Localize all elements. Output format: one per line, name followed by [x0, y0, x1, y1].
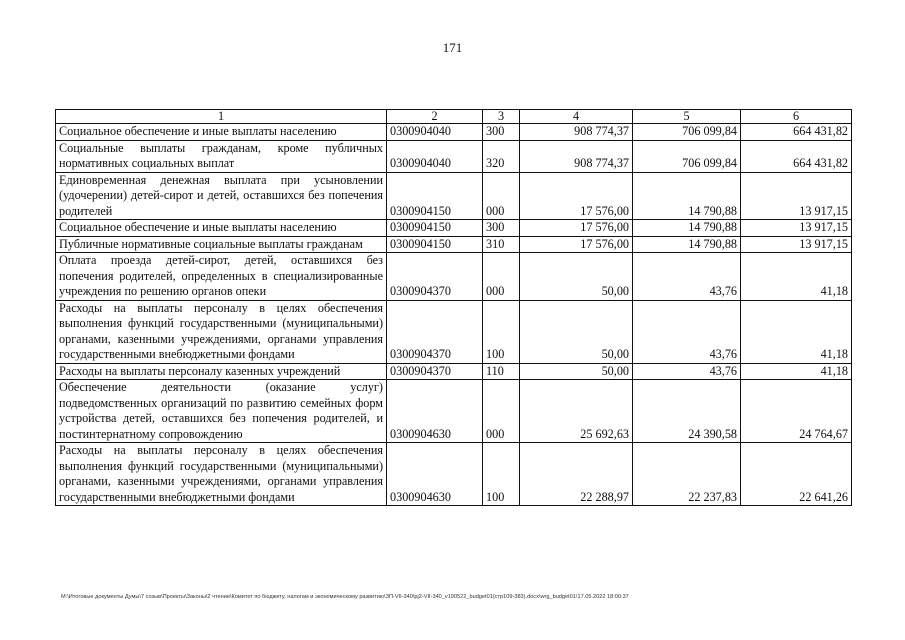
- row-target-code: 0300904040: [387, 140, 483, 172]
- row-target-code: 0300904370: [387, 300, 483, 363]
- table-row: [56, 300, 852, 363]
- row-value-2: 14 790,88: [633, 220, 741, 237]
- row-value-3: 664 431,82: [741, 124, 852, 141]
- row-value-2: 43,76: [633, 363, 741, 380]
- header-col-2: 2: [387, 110, 483, 124]
- table-row: [56, 140, 852, 172]
- row-value-3: 13 917,15: [741, 172, 852, 220]
- row-value-1: 50,00: [520, 253, 633, 301]
- header-col-4: 4: [520, 110, 633, 124]
- row-value-2: 43,76: [633, 300, 741, 363]
- row-value-2: 706 099,84: [633, 124, 741, 141]
- header-col-6: 6: [741, 110, 852, 124]
- row-value-1: 50,00: [520, 300, 633, 363]
- budget-table: [55, 109, 852, 506]
- row-description: Расходы на выплаты персоналу в целях обеспечения выполнения функций государственными (муниципальными) органами, казенными учреждениями, органами управления государственными внебюджетными фондами: [56, 300, 387, 363]
- row-value-3: 664 431,82: [741, 140, 852, 172]
- row-expense-type: 110: [483, 363, 520, 380]
- row-value-3: 13 917,15: [741, 236, 852, 253]
- row-target-code: 0300904370: [387, 363, 483, 380]
- page-number: 171: [442, 40, 463, 55]
- row-expense-type: 320: [483, 140, 520, 172]
- table-row: [56, 236, 852, 253]
- row-description: Расходы на выплаты персоналу казенных учреждений: [56, 363, 387, 380]
- table-body: [56, 110, 852, 506]
- table-row: [56, 380, 852, 443]
- table-row: [56, 443, 852, 506]
- row-value-1: 908 774,37: [520, 124, 633, 141]
- row-expense-type: 100: [483, 300, 520, 363]
- row-value-1: 17 576,00: [520, 172, 633, 220]
- row-value-2: 22 237,83: [633, 443, 741, 506]
- header-col-5: 5: [633, 110, 741, 124]
- row-description: Обеспечение деятельности (оказание услуг) подведомственных организаций по развитию семейных форм устройства детей, оставшихся без попечения родителей, и постинтернатному сопровождению: [56, 380, 387, 443]
- row-value-1: 50,00: [520, 363, 633, 380]
- row-expense-type: 300: [483, 124, 520, 141]
- row-value-1: 17 576,00: [520, 220, 633, 237]
- row-value-3: 24 764,67: [741, 380, 852, 443]
- row-value-2: 43,76: [633, 253, 741, 301]
- row-target-code: 0300904150: [387, 220, 483, 237]
- row-expense-type: 100: [483, 443, 520, 506]
- table-row: [56, 220, 852, 237]
- row-description: Социальное обеспечение и иные выплаты населению: [56, 220, 387, 237]
- row-target-code: 0300904150: [387, 172, 483, 220]
- table-row: [56, 363, 852, 380]
- row-description: Расходы на выплаты персоналу в целях обеспечения выполнения функций государственными (муниципальными) органами, казенными учреждениями, органами управления государственными внебюджетными фондами: [56, 443, 387, 506]
- table-row: [56, 124, 852, 141]
- row-expense-type: 310: [483, 236, 520, 253]
- row-value-3: 41,18: [741, 363, 852, 380]
- row-value-3: 13 917,15: [741, 220, 852, 237]
- row-value-1: 25 692,63: [520, 380, 633, 443]
- row-value-3: 41,18: [741, 253, 852, 301]
- row-description: Оплата проезда детей-сирот, детей, оставшихся без попечения родителей, определенных в специализированные учреждения по решению органов опеки: [56, 253, 387, 301]
- row-expense-type: 000: [483, 172, 520, 220]
- row-expense-type: 000: [483, 253, 520, 301]
- table-row: [56, 253, 852, 301]
- row-value-1: 908 774,37: [520, 140, 633, 172]
- row-expense-type: 000: [483, 380, 520, 443]
- table-row: [56, 172, 852, 220]
- row-description: Единовременная денежная выплата при усыновлении (удочерении) детей-сирот и детей, оставшихся без попечения родителей: [56, 172, 387, 220]
- row-value-2: 706 099,84: [633, 140, 741, 172]
- row-value-2: 14 790,88: [633, 172, 741, 220]
- header-col-3: 3: [483, 110, 520, 124]
- row-description: Публичные нормативные социальные выплаты гражданам: [56, 236, 387, 253]
- row-value-1: 17 576,00: [520, 236, 633, 253]
- row-value-3: 41,18: [741, 300, 852, 363]
- row-target-code: 0300904150: [387, 236, 483, 253]
- row-description: Социальные выплаты гражданам, кроме публичных нормативных социальных выплат: [56, 140, 387, 172]
- row-value-3: 22 641,26: [741, 443, 852, 506]
- row-target-code: 0300904630: [387, 380, 483, 443]
- row-target-code: 0300904630: [387, 443, 483, 506]
- row-value-2: 14 790,88: [633, 236, 741, 253]
- row-expense-type: 300: [483, 220, 520, 237]
- table-header-row: [56, 110, 852, 124]
- row-value-1: 22 288,97: [520, 443, 633, 506]
- row-target-code: 0300904040: [387, 124, 483, 141]
- row-value-2: 24 390,58: [633, 380, 741, 443]
- header-col-1: 1: [56, 110, 387, 124]
- row-description: Социальное обеспечение и иные выплаты населению: [56, 124, 387, 141]
- row-target-code: 0300904370: [387, 253, 483, 301]
- file-path-footer: M:\Итоговые документы Думы\7 созыв\Проекты\Законы\2 чтение\Комитет по бюджету, налогам и экономическому развитию\ЗП-VII-340\pj2-VII-340_v190522_budget01(стр109-383).docx\wrg_budget01\17.05.2022 18:00:37: [61, 594, 629, 600]
